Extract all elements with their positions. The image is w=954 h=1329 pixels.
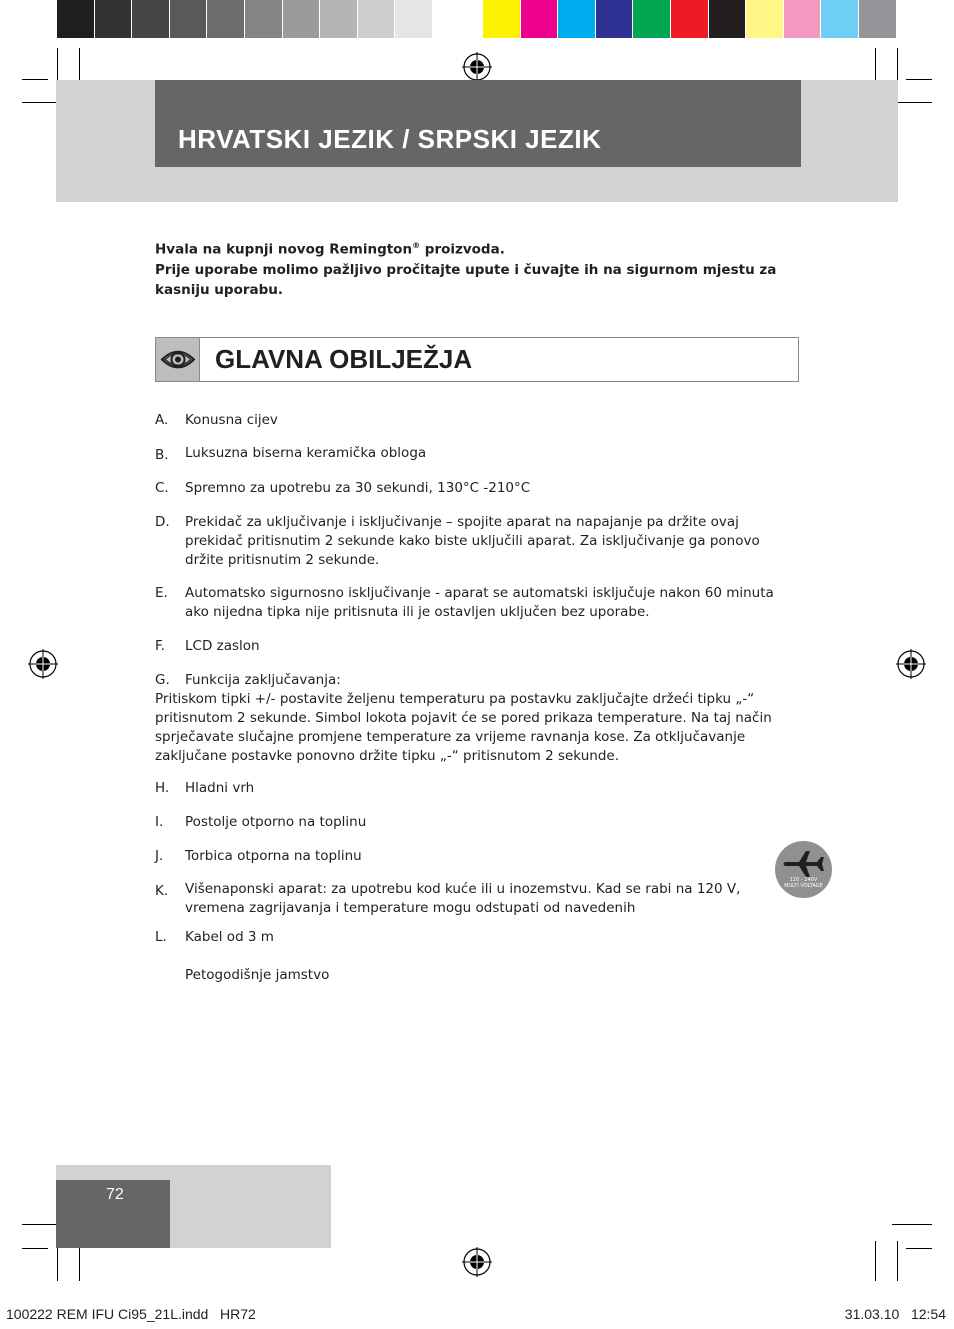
list-item-letter: E.: [155, 585, 168, 601]
intro-line-2: Prije uporabe molimo pažljivo pročitajte upute i čuvajte ih na sigurnom mjestu za kasniju uporabu.: [155, 261, 777, 298]
list-item: [155, 479, 795, 498]
section-title: GLAVNA OBILJEŽJA: [215, 344, 473, 374]
warranty-item: [155, 966, 795, 985]
crop-mark: [22, 79, 48, 80]
list-item-text: Hladni vrh: [185, 780, 255, 796]
date-slug: 31.03.10 12:54: [844, 1306, 946, 1322]
gray-swatch: [95, 0, 133, 38]
color-swatch: [821, 0, 859, 38]
color-swatch: [521, 0, 559, 38]
gray-swatch: [170, 0, 208, 38]
page-title: HRVATSKI JEZIK / SRPSKI JEZIK: [178, 124, 602, 154]
list-item: [155, 880, 745, 918]
intro-line-1: Hvala na kupnji novog Remington® proizvoda.: [155, 241, 505, 258]
page-number: 72: [106, 1186, 124, 1203]
gray-swatch: [283, 0, 321, 38]
crop-mark: [22, 1248, 48, 1249]
list-item-text: Konusna cijev: [185, 412, 278, 428]
list-item-letter: K.: [155, 883, 169, 899]
list-item: [155, 813, 795, 832]
list-item-letter: J.: [155, 848, 164, 864]
gray-swatch: [433, 0, 471, 38]
gray-swatch: [245, 0, 283, 38]
list-item-letter: H.: [155, 780, 170, 796]
registration-mark-icon: [462, 52, 492, 82]
registration-mark-icon: [896, 649, 926, 679]
list-item: [155, 637, 795, 656]
list-item-text: Torbica otporna na toplinu: [185, 848, 362, 864]
list-item-letter: D.: [155, 514, 170, 530]
list-item-letter: C.: [155, 480, 169, 496]
eye-icon: [156, 338, 200, 381]
badge-label: MULTI VOLTAGE: [784, 883, 823, 889]
section-icon-box: [156, 338, 200, 381]
multi-voltage-badge: [775, 841, 832, 898]
color-swatch: [709, 0, 747, 38]
grayscale-bar: [57, 0, 471, 38]
list-item-detail: Pritiskom tipki +/- postavite željenu temperaturu pa postavku zaključajte držeći tipku „-“ pritisnutom 2 sekunde. Simbol lokota pojavit će se pored prikaza temperature. Na taj način sprječavate slučajne promjene temperature za vrijeme ravnanja kose. Za otključavanje zaključane postavke ponovno držite tipku „-“ pritisnutom 2 sekunde.: [155, 691, 772, 764]
gray-swatch: [207, 0, 245, 38]
list-item-text: Funkcija zaključavanja:: [185, 672, 341, 688]
color-swatch: [633, 0, 671, 38]
color-swatch: [483, 0, 521, 38]
crop-mark: [892, 1224, 932, 1225]
crop-mark: [906, 1248, 932, 1249]
list-item-letter: G.: [155, 672, 170, 688]
list-item-text: Spremno za upotrebu za 30 sekundi, 130°C -210°C: [185, 480, 531, 496]
list-item-letter: L.: [155, 929, 167, 945]
registration-mark-icon: [28, 649, 58, 679]
color-swatch: [671, 0, 709, 38]
warranty-text: Petogodišnje jamstvo: [185, 967, 330, 983]
list-item: [155, 779, 795, 798]
list-item: [155, 513, 795, 570]
list-item-letter: I.: [155, 814, 164, 830]
list-item-text: LCD zaslon: [185, 638, 260, 654]
list-item-text: Luksuzna biserna keramička obloga: [185, 445, 427, 461]
intro-text: [155, 236, 795, 300]
list-item-text: Višenaponski aparat: za upotrebu kod kuće ili u inozemstvu. Kad se rabi na 120 V, vremena zagrijavanja i temperature mogu odstupati od navedenih: [185, 881, 741, 916]
list-item-text: Prekidač za uključivanje i isključivanje – spojite aparat na napajanje pa držite ovaj prekidač pritisnutim 2 sekunde kako biste uključili aparat. Za isključivanje ga ponovo držite pritisnutim 2 sekunde.: [185, 514, 760, 568]
registration-mark-icon: [462, 1247, 492, 1277]
list-item-text: Automatsko sigurnosno isključivanje - aparat se automatski isključuje nakon 60 minuta ako nijedna tipka nije pritisnuta ili je ostavljen uključen bez uporabe.: [185, 585, 774, 620]
gray-swatch: [320, 0, 358, 38]
file-slug: 100222 REM IFU Ci95_21L.indd HR72: [6, 1306, 256, 1322]
color-swatch: [859, 0, 897, 38]
color-bar: [483, 0, 897, 38]
crop-mark: [897, 1241, 898, 1281]
list-item-letter: F.: [155, 638, 165, 654]
badge-voltage: 120 - 240V: [789, 877, 818, 883]
color-swatch: [784, 0, 822, 38]
gray-swatch: [395, 0, 433, 38]
crop-mark: [892, 102, 932, 103]
list-item-letter: A.: [155, 412, 169, 428]
color-swatch: [746, 0, 784, 38]
list-item-text: Kabel od 3 m: [185, 929, 274, 945]
gray-swatch: [57, 0, 95, 38]
gray-swatch: [132, 0, 170, 38]
list-item: [155, 584, 795, 622]
color-swatch: [596, 0, 634, 38]
crop-mark: [875, 1241, 876, 1281]
list-item: [155, 444, 795, 463]
list-item: [155, 928, 795, 947]
list-item-letter: B.: [155, 447, 169, 463]
list-item-text: Postolje otporno na toplinu: [185, 814, 367, 830]
color-swatch: [558, 0, 596, 38]
list-item: [155, 671, 795, 766]
section-heading: [155, 337, 799, 382]
gray-swatch: [358, 0, 396, 38]
list-item: [155, 411, 795, 430]
list-item: [155, 847, 795, 866]
crop-mark: [906, 79, 932, 80]
